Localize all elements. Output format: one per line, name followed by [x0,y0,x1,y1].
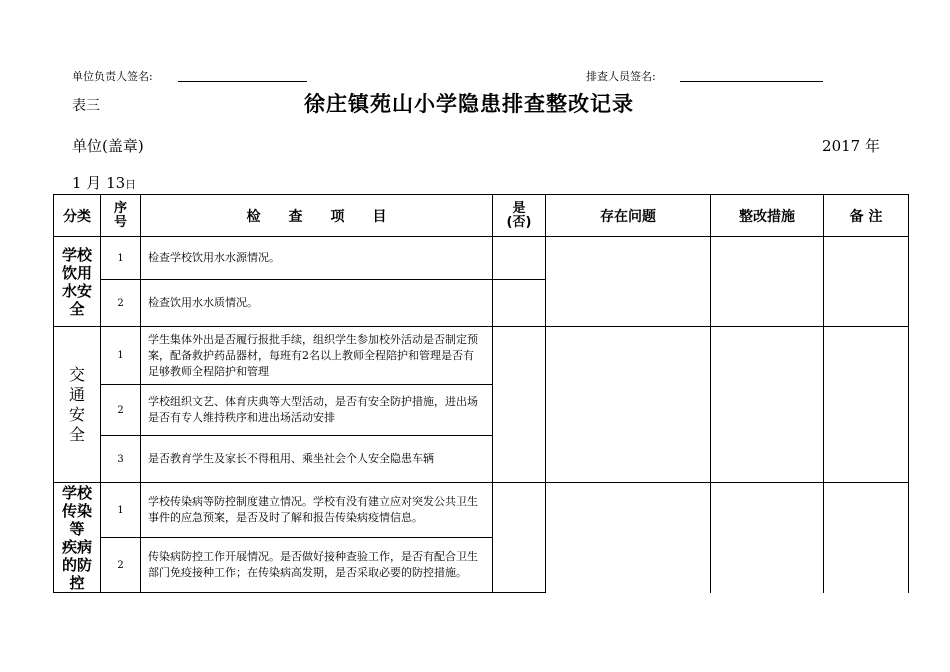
category-cell: 学校 饮用 水安 全 [54,237,101,327]
table-row [54,237,909,280]
yes-no-cell[interactable] [493,237,546,280]
check-item-cell: 传染病防控工作开展情况。是否做好接种查验工作，是否有配合卫生部门免疫接种工作；在传染病高发期，是否采取必要的防控措施。 [141,538,493,593]
unit-head-sign-line[interactable] [178,81,307,82]
unit-head-sign-label: 单位负责人签名: [72,70,153,83]
yes-no-cell[interactable] [493,483,546,593]
col-category: 分类 [54,195,101,237]
seq-cell: 1 [101,327,141,385]
year-text: 2017 年 [822,137,880,155]
check-item-cell: 检查学校饮用水水源情况。 [141,237,493,280]
col-remarks: 备 注 [824,195,909,237]
measures-cell[interactable] [711,483,824,593]
seq-cell: 3 [101,436,141,483]
seq-cell: 2 [101,385,141,436]
category-cell: 学校 传染等 疾病 的防 控 [54,483,101,593]
date-text: 1 月 13日 [72,174,137,192]
measures-cell[interactable] [711,327,824,483]
page-title: 徐庄镇苑山小学隐患排查整改记录 [304,92,634,116]
table-row [54,327,909,385]
unit-seal-label: 单位(盖章) [72,137,144,155]
category-cell: 交 通 安 全 [54,327,101,483]
check-item-cell: 检查饮用水水质情况。 [141,280,493,327]
check-item-cell: 学校传染病等防控制度建立情况。学校有没有建立应对突发公共卫生事件的应急预案，是否及时了解和报告传染病疫情信息。 [141,483,493,538]
col-seq: 序 号 [101,195,141,237]
col-yes-no: 是 (否) [493,195,546,237]
remarks-cell[interactable] [824,237,909,327]
col-measures: 整改措施 [711,195,824,237]
table-header-row [54,195,909,237]
yes-no-cell[interactable] [493,327,546,483]
seq-cell: 1 [101,483,141,538]
seq-cell: 2 [101,280,141,327]
inspector-sign-line[interactable] [680,81,823,82]
check-item-cell: 是否教育学生及家长不得租用、乘坐社会个人安全隐患车辆 [141,436,493,483]
inspector-sign-label: 排查人员签名: [586,70,656,83]
table-number: 表三 [72,98,100,114]
check-item-cell: 学校组织文艺、体育庆典等大型活动，是否有安全防护措施，进出场是否有专人维持秩序和进出场活动安排 [141,385,493,436]
issues-cell[interactable] [546,237,711,327]
seq-cell: 1 [101,237,141,280]
col-check-item: 检 查 项 目 [141,195,493,237]
issues-cell[interactable] [546,483,711,593]
remarks-cell[interactable] [824,483,909,593]
col-issues: 存在问题 [546,195,711,237]
yes-no-cell[interactable] [493,280,546,327]
table-row [54,483,909,538]
remarks-cell[interactable] [824,327,909,483]
seq-cell: 2 [101,538,141,593]
check-item-cell: 学生集体外出是否履行报批手续，组织学生参加校外活动是否制定预案，配备救护药品器材，每班有2名以上教师全程陪护和管理是否有足够教师全程陪护和管理 [141,327,493,385]
measures-cell[interactable] [711,237,824,327]
inspection-table [53,194,909,593]
issues-cell[interactable] [546,327,711,483]
